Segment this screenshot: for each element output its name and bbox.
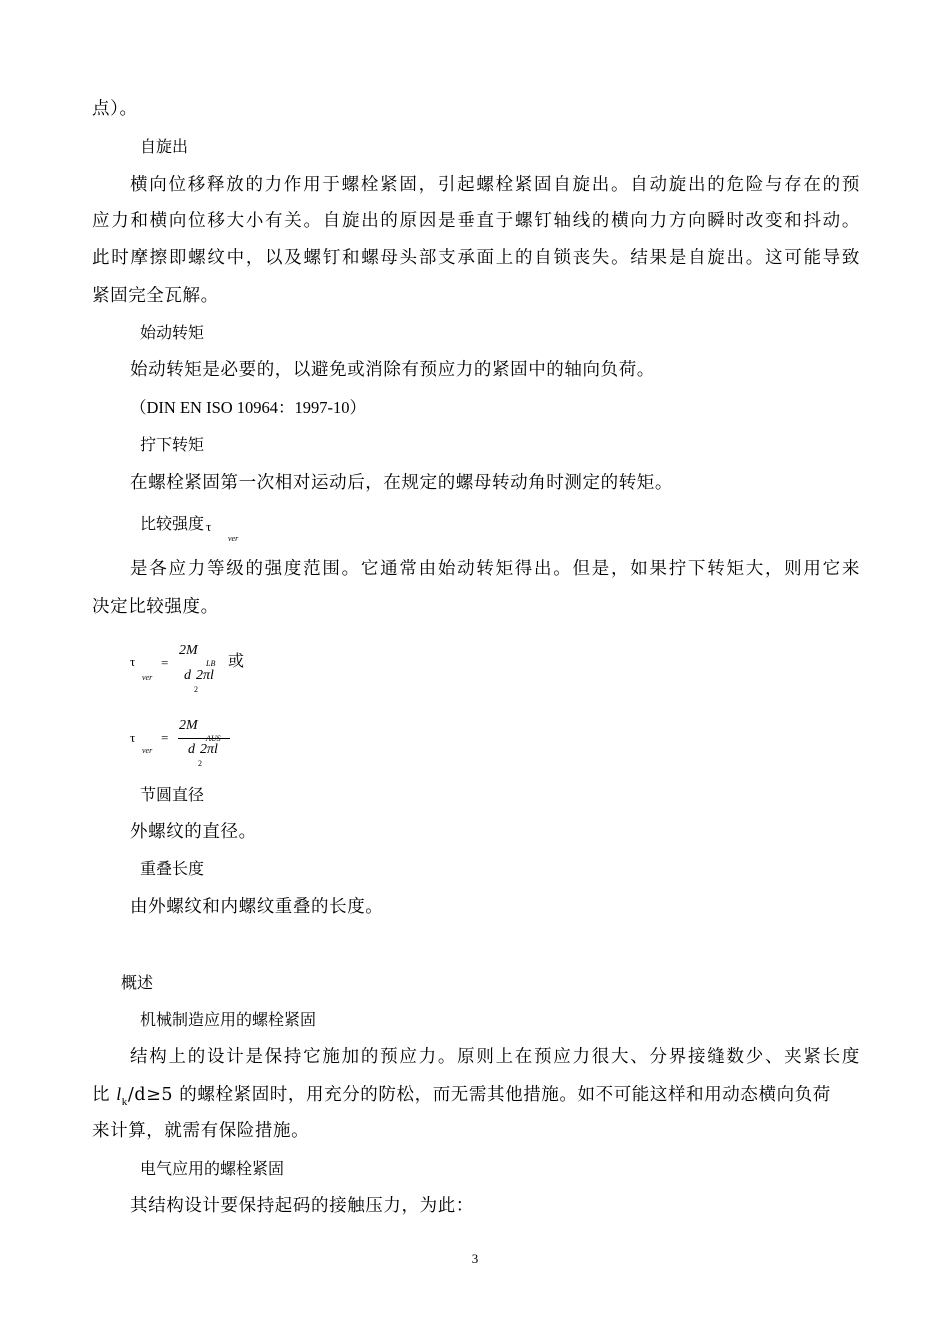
continuation-text: 点）。 bbox=[92, 99, 138, 119]
paragraph-line: 外螺纹的直径。 bbox=[130, 822, 257, 842]
formula-denominator: d bbox=[188, 742, 195, 757]
paragraph-line: 由外螺纹和内螺纹重叠的长度。 bbox=[130, 897, 384, 917]
paragraph-line: 其结构设计要保持起码的接触压力，为此： bbox=[130, 1196, 474, 1216]
tau-symbol: τ bbox=[206, 519, 212, 534]
standard-reference: （DIN EN ISO 10964：1997-10） bbox=[130, 398, 367, 417]
formula-denominator-rest: 2πl bbox=[196, 668, 214, 683]
ratio-variable: l bbox=[116, 1084, 122, 1104]
formula-denominator-rest: 2πl bbox=[200, 742, 218, 757]
heading-subscript: ver bbox=[228, 534, 239, 543]
formula-numerator-sub: AUS bbox=[206, 734, 221, 743]
paragraph-line: 在螺栓紧固第一次相对运动后，在规定的螺母转动角时测定的转矩。 bbox=[130, 473, 673, 493]
formula-denominator-sub: 2 bbox=[194, 685, 198, 694]
ratio-subscript: k bbox=[121, 1096, 128, 1108]
heading-overlap-length: 重叠长度 bbox=[140, 859, 205, 878]
paragraph-line: 来计算，就需有保险措施。 bbox=[92, 1121, 310, 1141]
formula-connector: 或 bbox=[228, 651, 245, 670]
heading-electrical: 电气应用的螺栓紧固 bbox=[140, 1159, 285, 1178]
formula-lhs: τ bbox=[130, 730, 136, 745]
formula-equals: = bbox=[161, 655, 169, 670]
formula-lhs-sub: ver bbox=[142, 673, 153, 682]
heading-overview: 概述 bbox=[121, 973, 154, 992]
heading-loosening-torque: 拧下转矩 bbox=[140, 435, 205, 454]
heading-pitch-diameter: 节圆直径 bbox=[140, 785, 205, 804]
paragraph-line: 紧固完全瓦解。 bbox=[92, 286, 219, 306]
paragraph-line: 始动转矩是必要的，以避免或消除有预应力的紧固中的轴向负荷。 bbox=[130, 360, 655, 380]
heading-text: 比较强度 bbox=[140, 514, 205, 533]
paragraph-line: 决定比较强度。 bbox=[92, 597, 219, 617]
fraction-bar bbox=[178, 738, 230, 739]
formula-numerator: 2M bbox=[179, 718, 198, 733]
formula-denominator-sub: 2 bbox=[198, 759, 202, 768]
ratio-rest: /d≥5 的螺栓紧固时，用充分的防松，而无需其他措施。如不可能这样和用动态横向负荷 bbox=[127, 1085, 831, 1105]
heading-self-loosening: 自旋出 bbox=[140, 137, 189, 156]
formula-numerator: 2M bbox=[179, 643, 198, 658]
paragraph-line: 是各应力等级的强度范围。它通常由始动转矩得出。但是，如果拧下转矩大，则用它来 bbox=[130, 559, 860, 579]
paragraph-line-with-ratio bbox=[92, 1083, 860, 1108]
heading-comparative-strength bbox=[140, 513, 211, 536]
paragraph-line: 此时摩擦即螺纹中，以及螺钉和螺母头部支承面上的自锁丧失。结果是自旋出。这可能导致 bbox=[92, 248, 860, 268]
formula-lhs-sub: ver bbox=[142, 746, 153, 755]
formula-lhs: τ bbox=[130, 654, 136, 669]
formula-numerator-sub: LB bbox=[206, 659, 216, 668]
ratio-prefix: 比 bbox=[92, 1085, 117, 1105]
heading-breakaway-torque: 始动转矩 bbox=[140, 323, 205, 342]
formula-denominator: d bbox=[184, 668, 191, 683]
paragraph-line: 结构上的设计是保持它施加的预应力。原则上在预应力很大、分界接缝数少、夹紧长度 bbox=[130, 1047, 860, 1067]
paragraph-line: 应力和横向位移大小有关。自旋出的原因是垂直于螺钉轴线的横向力方向瞬时改变和抖动。 bbox=[92, 211, 860, 231]
page-number: 3 bbox=[471, 1251, 479, 1266]
formula-equals: = bbox=[161, 730, 169, 745]
paragraph-line: 横向位移释放的力作用于螺栓紧固，引起螺栓紧固自旋出。自动旋出的危险与存在的预 bbox=[130, 175, 860, 195]
heading-mechanical: 机械制造应用的螺栓紧固 bbox=[140, 1010, 317, 1029]
